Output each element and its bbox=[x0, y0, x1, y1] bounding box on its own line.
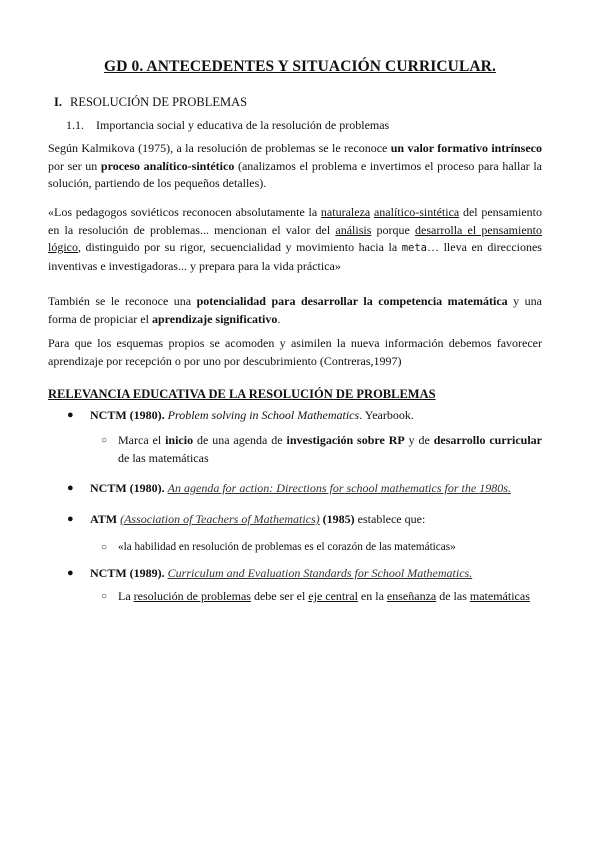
underlined-run: eje central bbox=[308, 589, 358, 603]
link-run[interactable]: An agenda for action: Directions for school mathematics for the bbox=[167, 481, 480, 495]
sub-list-item bbox=[101, 539, 542, 557]
bold-run: potencialidad para desarrollar la competencia matemática bbox=[196, 294, 508, 308]
circle-bullet-icon: ○ bbox=[101, 542, 108, 553]
heading-1-number: I. bbox=[54, 95, 62, 109]
text-run: y de bbox=[404, 433, 434, 447]
text-run: por ser un bbox=[48, 158, 101, 173]
bold-run: inicio bbox=[165, 433, 194, 447]
text-run: Según Kalmikova (1975), a la resolución de problemas se le reconoce bbox=[48, 141, 391, 155]
document-title: GD 0. ANTECEDENTES Y SITUACIÓN CURRICULAR. bbox=[104, 58, 496, 75]
text-run: La bbox=[118, 589, 134, 603]
text-run: «la habilidad en resolución de problemas es el corazón de las matemáticas» bbox=[118, 541, 456, 553]
list-item bbox=[67, 511, 426, 529]
bold-run: NCTM (1980). bbox=[90, 481, 165, 495]
bold-run: NCTM (1980). bbox=[90, 408, 165, 422]
heading-2 bbox=[66, 118, 389, 133]
bold-run: (1985) bbox=[322, 512, 355, 526]
underlined-run: análisis bbox=[335, 222, 372, 237]
text-run: «Los pedagogos soviéticos reconocen absolutamente la bbox=[48, 205, 321, 219]
bullet-icon: ● bbox=[67, 513, 74, 525]
underlined-run: matemáticas bbox=[469, 589, 530, 603]
circle-bullet-icon: ○ bbox=[101, 591, 108, 602]
bold-run: un valor formativo intrínseco bbox=[390, 141, 542, 155]
text-run: y una forma de propiciar el bbox=[48, 294, 542, 326]
link-run[interactable]: Curriculum and Evaluation Standards for School Mathematics. bbox=[167, 566, 473, 580]
text-run: … lleva en direcciones inventivas e investigadoras... y prepara para la vida práctica» bbox=[48, 240, 542, 273]
bold-run: aprendizaje significativo bbox=[151, 311, 278, 326]
link-run[interactable]: (Association of Teachers of Mathematics) bbox=[120, 512, 320, 526]
bullet-icon: ● bbox=[67, 409, 74, 421]
text-run: de una agenda de bbox=[193, 433, 287, 447]
link-run[interactable]: 1980s. bbox=[479, 481, 511, 495]
sub-list-item bbox=[101, 588, 542, 606]
list-item bbox=[67, 407, 414, 425]
italic-run: Problem solving in School Mathematics bbox=[167, 408, 360, 422]
bold-run: desarrollo curricular bbox=[433, 433, 542, 447]
paragraph-esquemas: Para que los esquemas propios se acomoden y asimilen la nueva información debemos favorecer aprendizaje por recepción o por uno por descubrimiento (Contreras,1997) bbox=[48, 336, 542, 368]
paragraph-kalmikova bbox=[48, 140, 542, 193]
heading-1 bbox=[54, 95, 247, 110]
bullet-icon: ● bbox=[67, 482, 74, 494]
section-title: RELEVANCIA EDUCATIVA DE LA RESOLUCIÓN DE PROBLEMAS bbox=[48, 387, 436, 401]
bold-run: NCTM (1989). bbox=[90, 566, 165, 580]
text-run: , distinguido por su rigor, secuencialidad y movimiento hacia la bbox=[78, 240, 402, 254]
underlined-run: naturaleza bbox=[320, 205, 371, 219]
list-item bbox=[67, 565, 473, 583]
sub-list-item bbox=[101, 432, 542, 467]
text-run: porque bbox=[371, 222, 416, 237]
text-run: (analizamos el problema e invertimos el proceso para hallar la solución, partiendo de los pequeños detalles). bbox=[48, 158, 542, 190]
bold-run: investigación sobre RP bbox=[286, 433, 405, 447]
text-run: de las matemáticas bbox=[118, 450, 209, 465]
paragraph-quote bbox=[48, 204, 542, 275]
paragraph-competencia bbox=[48, 293, 542, 328]
circle-bullet-icon: ○ bbox=[101, 435, 108, 446]
heading-1-text: RESOLUCIÓN DE PROBLEMAS bbox=[70, 95, 248, 109]
bold-run: ATM bbox=[90, 512, 118, 526]
bold-run: proceso analítico-sintético bbox=[100, 158, 235, 173]
text-run: en la bbox=[357, 589, 387, 603]
underlined-run: desarrolla el pensamiento lógico bbox=[48, 222, 542, 254]
text-run: meta bbox=[401, 242, 428, 254]
underlined-run: resolución de problemas bbox=[133, 589, 251, 603]
heading-2-text: Importancia social y educativa de la resolución de problemas bbox=[96, 118, 390, 132]
list-item bbox=[67, 480, 511, 498]
text-run: . Yearbook. bbox=[359, 408, 414, 422]
bullet-icon: ● bbox=[67, 567, 74, 579]
text-run: Marca el bbox=[118, 433, 166, 447]
heading-2-number: 1.1. bbox=[66, 118, 84, 132]
text-run: debe ser el bbox=[250, 589, 309, 603]
text-run: del pensamiento en la resolución de problemas... mencionan el valor del bbox=[48, 205, 543, 237]
underlined-run: analítico-sintética bbox=[373, 205, 460, 219]
text-run: También se le reconoce una bbox=[48, 294, 197, 308]
text-run: establece que: bbox=[354, 512, 426, 526]
text-run: . bbox=[277, 311, 281, 326]
text-run: de las bbox=[436, 589, 470, 603]
underlined-run: enseñanza bbox=[386, 589, 437, 603]
